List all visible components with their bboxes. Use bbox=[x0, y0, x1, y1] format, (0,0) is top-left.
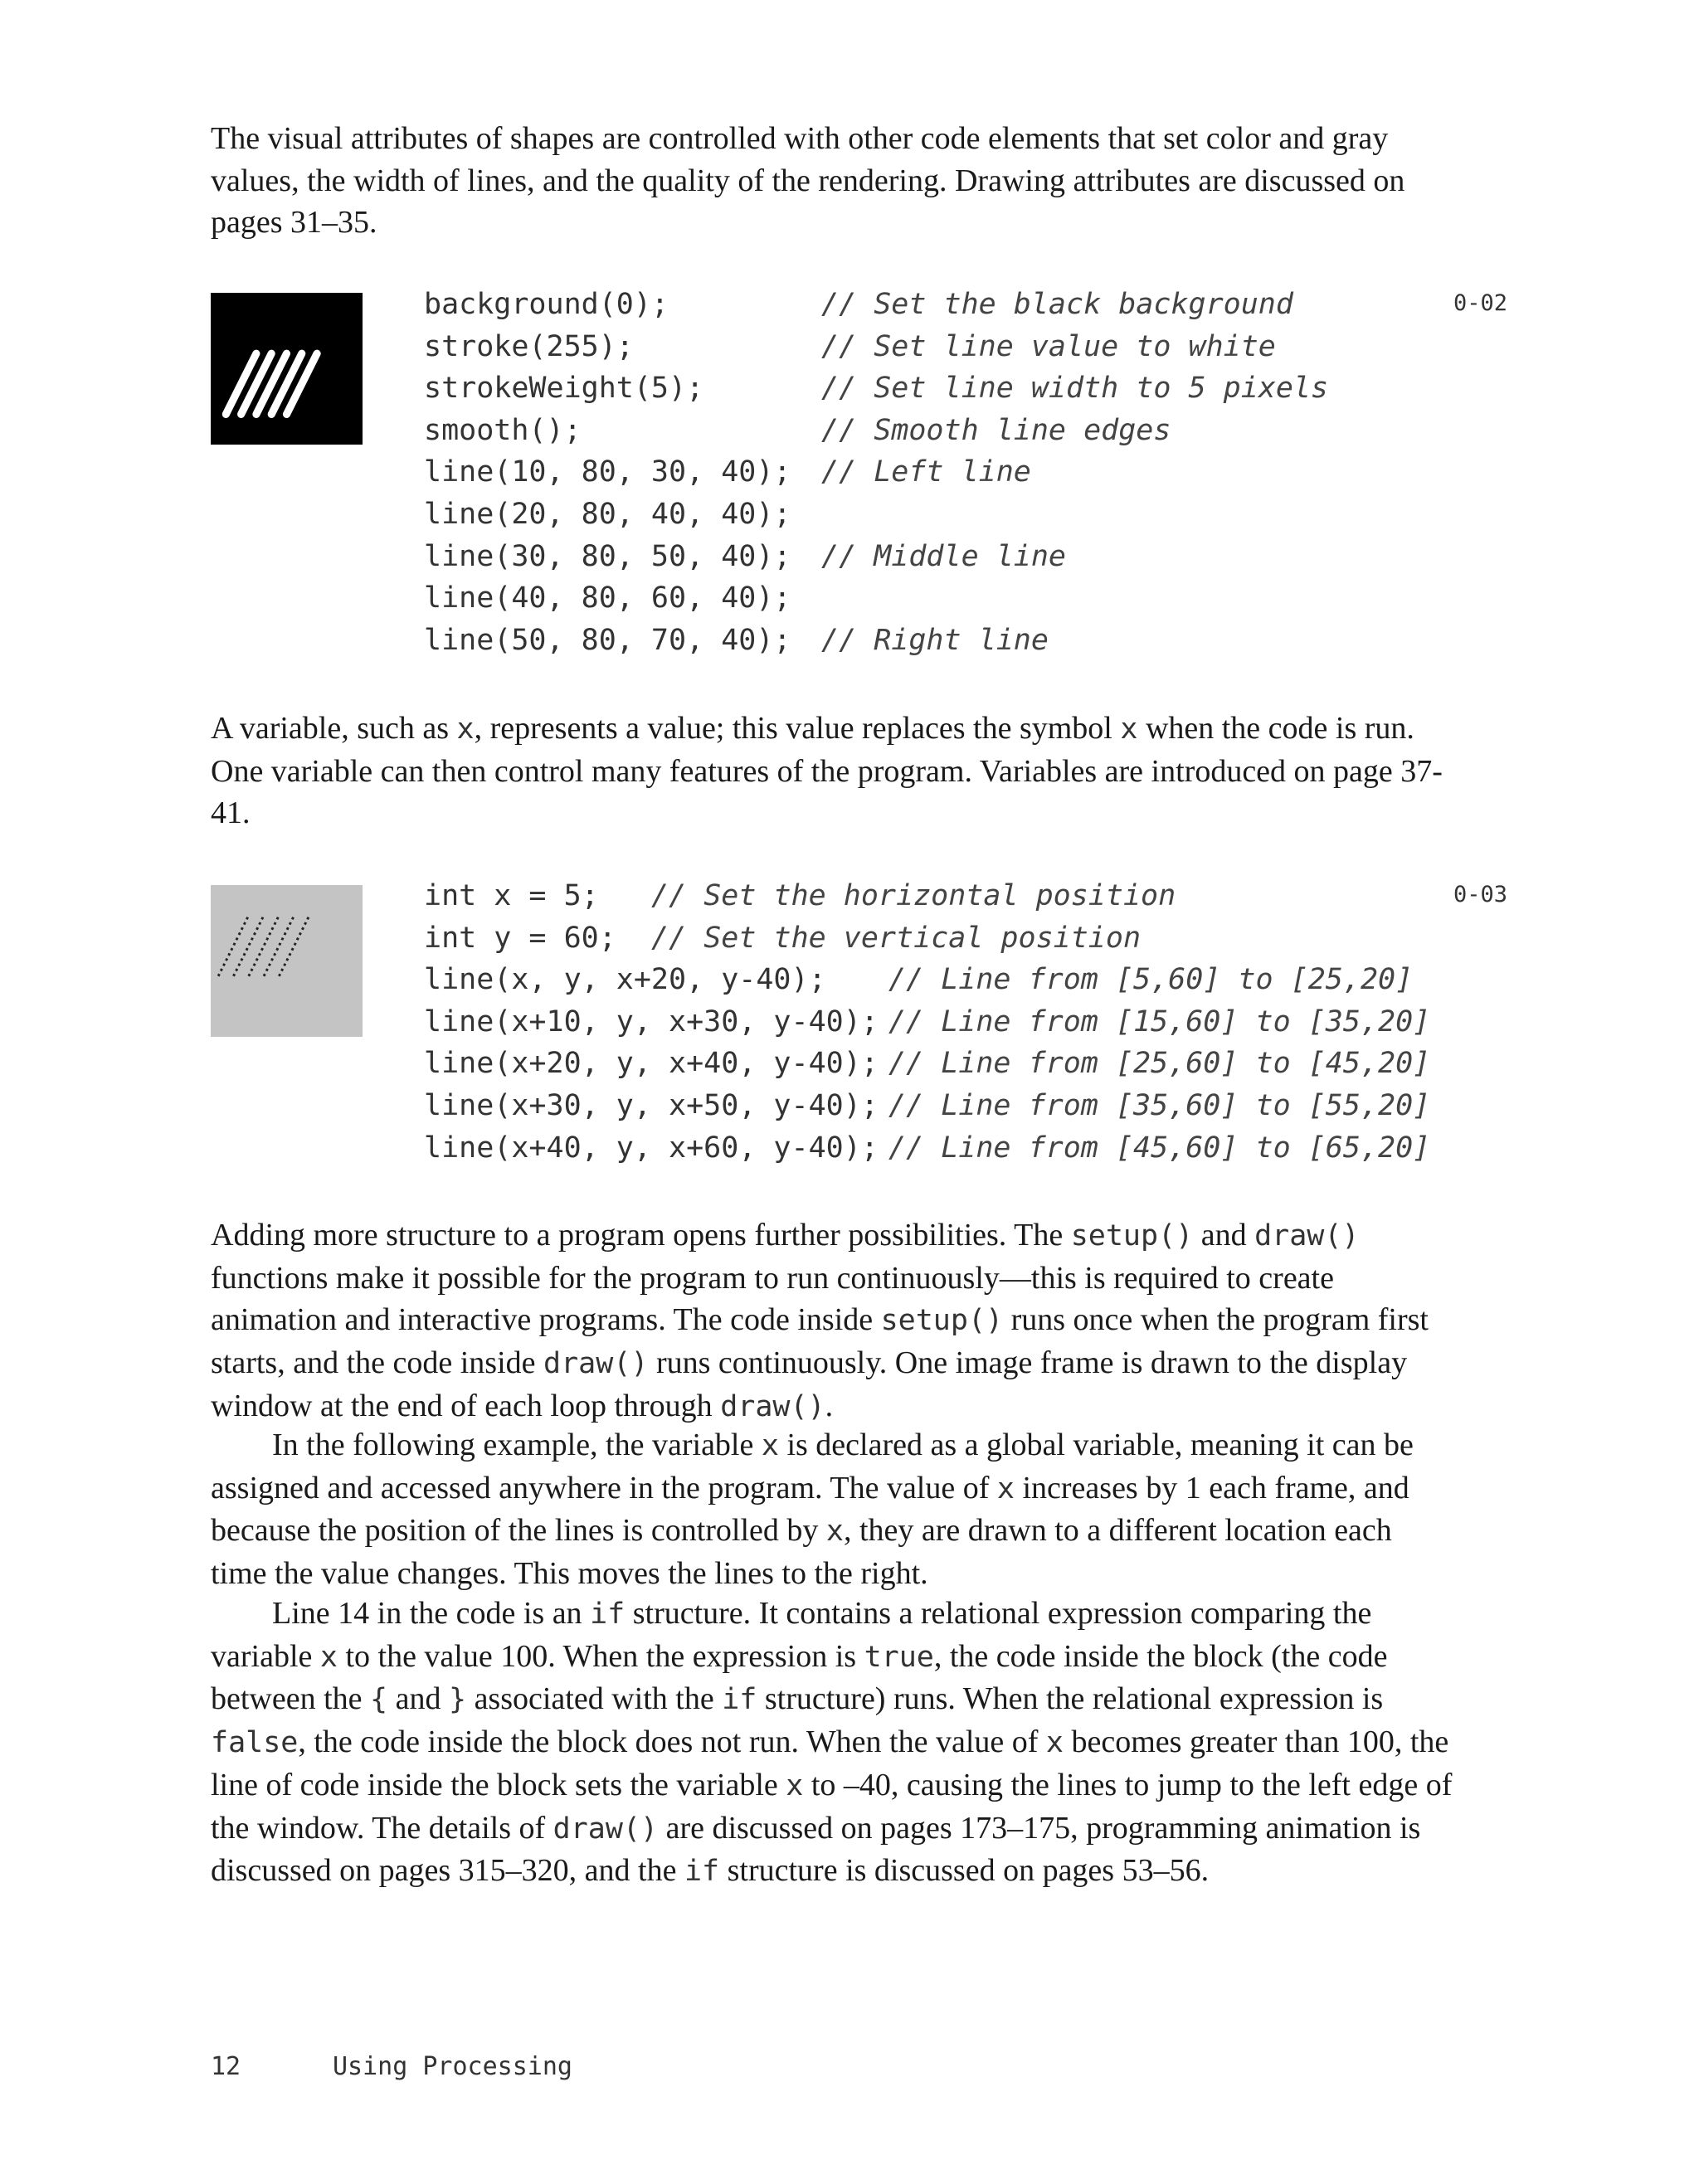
code-line bbox=[424, 1043, 1430, 1085]
code-line bbox=[424, 959, 1430, 1001]
code-line bbox=[424, 1085, 1430, 1127]
code-line bbox=[424, 451, 1328, 494]
code-text: line(10, 80, 30, 40); bbox=[424, 455, 791, 489]
example-number: 0-03 bbox=[1453, 882, 1508, 907]
code-text: strokeWeight(5); bbox=[424, 372, 704, 406]
code-comment: // Set line value to white bbox=[821, 329, 1276, 363]
code-text: line(x+40, y, x+60, y-40); bbox=[424, 1131, 879, 1165]
code-text: line(x+20, y, x+40, y-40); bbox=[424, 1047, 879, 1081]
code-block-0-03 bbox=[424, 875, 1430, 1169]
code-line bbox=[424, 494, 1328, 536]
example-number: 0-02 bbox=[1453, 290, 1508, 316]
code-comment: // Line from [45,60] to [65,20] bbox=[888, 1131, 1431, 1165]
code-line bbox=[424, 536, 1328, 578]
code-text: stroke(255); bbox=[424, 329, 634, 363]
code-comment: // Line from [5,60] to [25,20] bbox=[888, 963, 1414, 997]
code-comment: // Middle line bbox=[821, 539, 1067, 573]
code-comment: // Line from [25,60] to [45,20] bbox=[888, 1047, 1431, 1081]
code-line bbox=[424, 620, 1328, 662]
code-comment: // Set the black background bbox=[821, 288, 1293, 321]
code-comment: // Set the vertical position bbox=[651, 921, 1142, 955]
code-line bbox=[424, 1127, 1430, 1170]
code-block-0-02 bbox=[424, 284, 1328, 661]
example-0-02-thumbnail bbox=[211, 293, 363, 445]
paragraph-drawing-attributes: The visual attributes of shapes are controlled with other code elements that set color and gray values, the width of lines, and the quality of the rendering. Drawing attributes are discussed on pages 31–35. bbox=[211, 121, 1405, 241]
code-line bbox=[424, 410, 1328, 452]
code-comment: // Set line width to 5 pixels bbox=[821, 372, 1329, 406]
code-text: smooth(); bbox=[424, 413, 582, 447]
code-comment: // Line from [35,60] to [55,20] bbox=[888, 1088, 1431, 1122]
example-0-03-thumbnail bbox=[211, 885, 363, 1037]
code-text: int y = 60; bbox=[424, 921, 616, 955]
running-footer-title: Using Processing bbox=[333, 2052, 572, 2081]
paragraph-if-structure: Line 14 in the code is an if structure. It contains a relational expression comparing the variable x to the value 100. When the expression is true, the code inside the block (the code between the { and } associated with the if structure) runs. When the relational expression is false, the code inside the block does not run. When the value of x becomes greater than 100, the line of code inside the block sets the variable x to –40, causing the lines to jump to the left edge of the window. The details of draw() are discussed on pages 173–175, programming animation is discussed on pages 315–320, and the if structure is discussed on pages 53–56. bbox=[211, 1596, 1453, 1889]
paragraph-setup-draw: Adding more structure to a program opens further possibilities. The setup() and draw() functions make it possible for the program to run continuously—this is required to create animation and interactive programs. The code inside setup() runs once when the program first starts, and the code inside draw() runs continuously. One image frame is drawn to the display window at the end of each loop through draw(). bbox=[211, 1218, 1429, 1423]
code-text: line(40, 80, 60, 40); bbox=[424, 581, 791, 615]
code-text: line(30, 80, 50, 40); bbox=[424, 539, 791, 573]
code-text: line(50, 80, 70, 40); bbox=[424, 623, 791, 657]
code-line bbox=[424, 1001, 1430, 1043]
code-text: line(x+10, y, x+30, y-40); bbox=[424, 1004, 879, 1038]
code-text: int x = 5; bbox=[424, 879, 599, 912]
code-text: background(0); bbox=[424, 288, 669, 321]
code-text: line(x, y, x+20, y-40); bbox=[424, 963, 826, 997]
page-number: 12 bbox=[211, 2052, 241, 2081]
code-comment: // Right line bbox=[821, 623, 1049, 657]
paragraph-global-variable: In the following example, the variable x is declared as a global variable, meaning it can be assigned and accessed anywhere in the program. The value of x increases by 1 each frame, and because the position of the lines is controlled by x, they are drawn to a different location each time the value changes. This moves the lines to the right. bbox=[211, 1428, 1414, 1592]
code-line bbox=[424, 326, 1328, 368]
code-line bbox=[424, 284, 1328, 326]
code-line bbox=[424, 367, 1328, 410]
paragraph-variables: A variable, such as x, represents a value; this value replaces the symbol x when the code is run. One variable can then control many features of the program. Variables are introduced on page 37-41. bbox=[211, 711, 1443, 831]
code-text: line(20, 80, 40, 40); bbox=[424, 497, 791, 531]
code-line bbox=[424, 875, 1430, 917]
code-comment: // Left line bbox=[821, 455, 1031, 489]
code-comment: // Smooth line edges bbox=[821, 413, 1171, 447]
code-text: line(x+30, y, x+50, y-40); bbox=[424, 1088, 879, 1122]
code-comment: // Set the horizontal position bbox=[651, 879, 1176, 912]
code-line bbox=[424, 577, 1328, 620]
code-comment: // Line from [15,60] to [35,20] bbox=[888, 1004, 1431, 1038]
code-line bbox=[424, 917, 1430, 960]
